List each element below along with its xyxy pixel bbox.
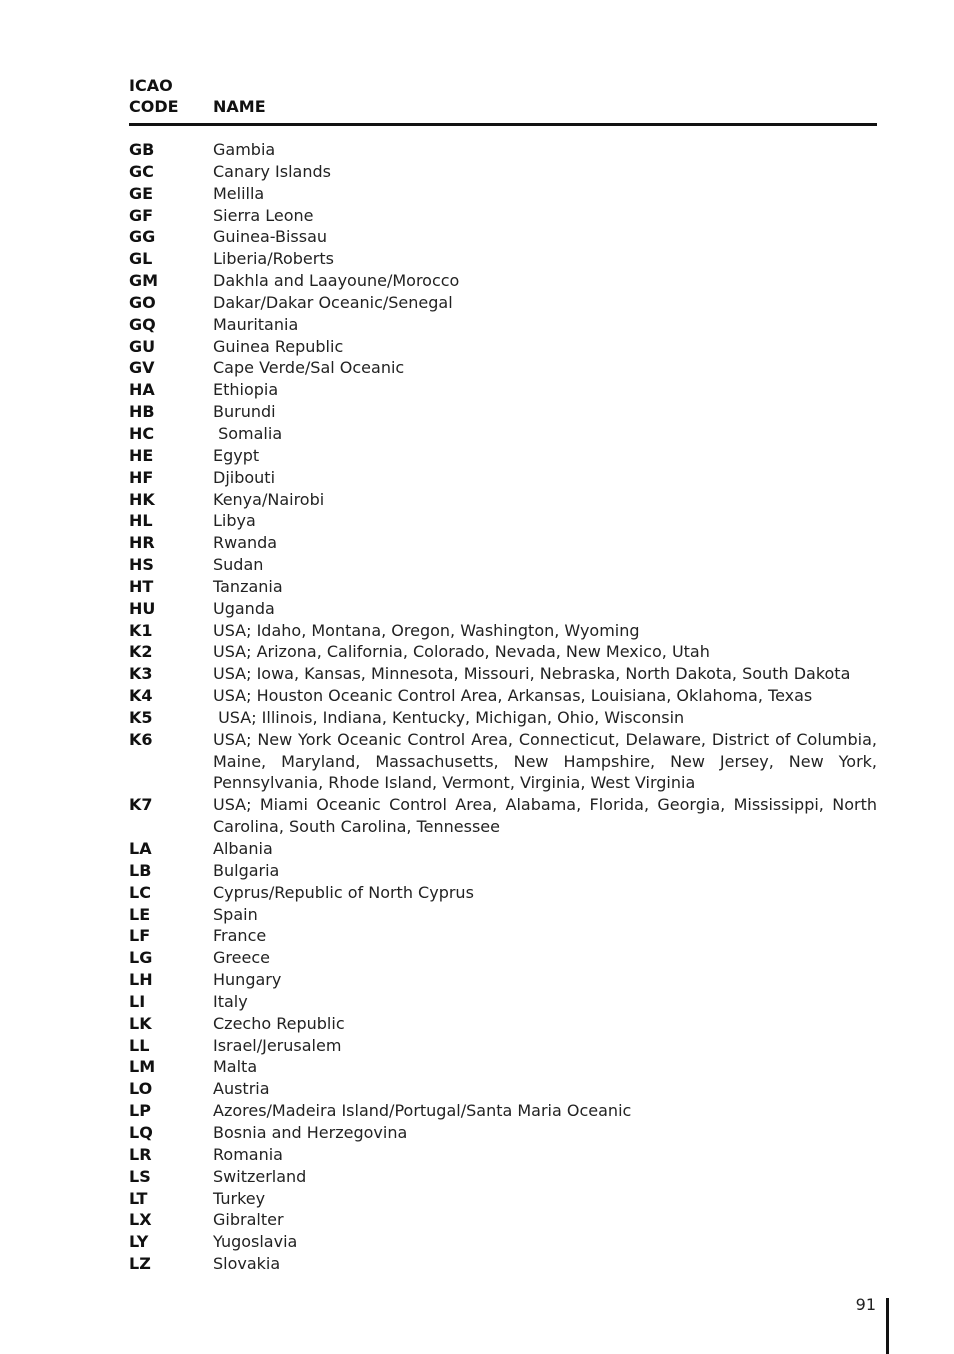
table-row: [129, 620, 877, 642]
icao-code: HK: [129, 489, 155, 509]
icao-code: HF: [129, 467, 154, 487]
region-name: Turkey: [213, 1188, 266, 1208]
icao-code: GO: [129, 292, 156, 312]
table-row: [129, 729, 883, 795]
icao-code: LX: [129, 1210, 152, 1230]
region-name: Azores/Madeira Island/Portugal/Santa Maria Oceanic: [213, 1101, 632, 1121]
region-name: Bosnia and Herzegovina: [213, 1122, 408, 1142]
icao-code: LO: [129, 1079, 153, 1099]
page-edge-bar: [886, 1298, 889, 1354]
icao-code: LL: [129, 1035, 150, 1055]
table-row: [129, 489, 877, 511]
icao-code: LT: [129, 1188, 148, 1208]
region-name: Guinea-Bissau: [213, 227, 328, 247]
region-name: USA; Arizona, California, Colorado, Nevada, New Mexico, Utah: [213, 642, 710, 662]
icao-code: HE: [129, 445, 154, 465]
table-row: [129, 1231, 877, 1253]
icao-code: LI: [129, 991, 146, 1011]
region-name: USA; Illinois, Indiana, Kentucky, Michigan, Ohio, Wisconsin: [213, 707, 685, 727]
table-row: [129, 336, 877, 358]
table-header: [129, 75, 877, 126]
table-row: [129, 641, 877, 663]
table-row: [129, 205, 877, 227]
region-name: Gibralter: [213, 1210, 284, 1230]
table-row: [129, 314, 877, 336]
region-name: Canary Islands: [213, 161, 331, 181]
table-row: [129, 925, 877, 947]
table-row: [129, 248, 877, 270]
table-row: [129, 991, 877, 1013]
region-name: Sudan: [213, 555, 264, 575]
icao-code: LH: [129, 970, 153, 990]
region-name: Greece: [213, 948, 270, 968]
table-row: [129, 292, 877, 314]
table-row: [129, 1056, 877, 1078]
icao-code: LF: [129, 926, 151, 946]
icao-code: GU: [129, 336, 156, 356]
region-name: USA; Houston Oceanic Control Area, Arkansas, Louisiana, Oklahoma, Texas: [213, 686, 813, 706]
icao-code: HC: [129, 423, 155, 443]
table-row: [129, 598, 877, 620]
table-row: [129, 1078, 877, 1100]
region-name: Egypt: [213, 445, 260, 465]
region-name: Czecho Republic: [213, 1013, 345, 1033]
icao-code: GM: [129, 271, 159, 291]
icao-code: GQ: [129, 314, 156, 334]
icao-code: HU: [129, 598, 156, 618]
table-row: [129, 685, 877, 707]
icao-code: HA: [129, 380, 155, 400]
table-row: [129, 554, 877, 576]
region-name: Yugoslavia: [213, 1232, 298, 1252]
region-name: Dakar/Dakar Oceanic/Senegal: [213, 292, 453, 312]
table-row: [129, 904, 877, 926]
icao-code: LS: [129, 1166, 151, 1186]
icao-code-table: [129, 139, 883, 1275]
icao-code: LM: [129, 1057, 156, 1077]
icao-code: GB: [129, 140, 155, 159]
icao-code: HR: [129, 533, 155, 553]
region-name: USA; Miami Oceanic Control Area, Alabama, Florida, Georgia, Mississippi, North Carolina, South Carolina, Tennessee: [213, 795, 883, 837]
region-name: Liberia/Roberts: [213, 249, 334, 269]
icao-code: GF: [129, 205, 154, 225]
table-row: [129, 183, 877, 205]
icao-code: K3: [129, 664, 153, 684]
icao-code: LR: [129, 1144, 152, 1164]
icao-code: LC: [129, 882, 151, 902]
table-row: [129, 663, 877, 685]
region-name: Hungary: [213, 970, 282, 990]
region-name: Tanzania: [213, 576, 283, 596]
region-name: Burundi: [213, 402, 276, 422]
region-name: USA; Idaho, Montana, Oregon, Washington, Wyoming: [213, 620, 640, 640]
table-row: [129, 969, 877, 991]
icao-code: K4: [129, 686, 153, 706]
region-name: Israel/Jerusalem: [213, 1035, 342, 1055]
region-name: Mauritania: [213, 314, 299, 334]
table-row: [129, 947, 877, 969]
icao-code: GE: [129, 183, 154, 203]
header-code-line2: CODE: [129, 97, 179, 116]
icao-code: GC: [129, 161, 154, 181]
icao-code: K6: [129, 729, 153, 749]
region-name: Malta: [213, 1057, 258, 1077]
region-name: France: [213, 926, 267, 946]
region-name: Cyprus/Republic of North Cyprus: [213, 882, 474, 902]
region-name: Sierra Leone: [213, 205, 314, 225]
page-number: 91: [855, 1295, 876, 1314]
header-code-line1: ICAO: [129, 76, 173, 95]
table-row: [129, 270, 877, 292]
region-name: Cape Verde/Sal Oceanic: [213, 358, 405, 378]
icao-code: LB: [129, 860, 152, 880]
table-row: [129, 445, 877, 467]
table-row: [129, 467, 877, 489]
table-row: [129, 139, 877, 161]
region-name: Austria: [213, 1079, 270, 1099]
table-row: [129, 882, 877, 904]
table-row: [129, 1100, 877, 1122]
icao-code: LY: [129, 1232, 149, 1252]
region-name: Spain: [213, 904, 258, 924]
table-row: [129, 510, 877, 532]
table-row: [129, 423, 877, 445]
table-row: [129, 576, 877, 598]
icao-code: K1: [129, 620, 153, 640]
region-name: Somalia: [213, 423, 283, 443]
table-row: [129, 1188, 877, 1210]
icao-code: HT: [129, 576, 154, 596]
table-row: [129, 1253, 877, 1275]
icao-code: K7: [129, 795, 153, 815]
table-row: [129, 1144, 877, 1166]
table-row: [129, 532, 877, 554]
icao-code: K5: [129, 707, 153, 727]
table-row: [129, 1209, 877, 1231]
icao-code: GL: [129, 249, 153, 269]
region-name: Libya: [213, 511, 256, 531]
table-row: [129, 860, 877, 882]
table-row: [129, 161, 877, 183]
table-row: [129, 838, 877, 860]
region-name: Djibouti: [213, 467, 276, 487]
icao-code: GV: [129, 358, 155, 378]
table-row: [129, 357, 877, 379]
region-name: Gambia: [213, 140, 276, 159]
region-name: Switzerland: [213, 1166, 307, 1186]
icao-code: LP: [129, 1101, 151, 1121]
table-row: [129, 1013, 877, 1035]
icao-code: LK: [129, 1013, 152, 1033]
icao-code: LA: [129, 839, 152, 858]
region-name: Guinea Republic: [213, 336, 344, 356]
icao-code: GG: [129, 227, 156, 247]
table-row: [129, 379, 877, 401]
region-name: Uganda: [213, 598, 275, 618]
table-row: [129, 1122, 877, 1144]
header-name: NAME: [213, 97, 266, 116]
table-row: [129, 1166, 877, 1188]
region-name: Romania: [213, 1144, 283, 1164]
icao-code: HB: [129, 402, 155, 422]
table-row: [129, 707, 877, 729]
region-name: Albania: [213, 839, 273, 858]
icao-code: LZ: [129, 1254, 151, 1274]
table-row: [129, 401, 877, 423]
header-icao-code: [129, 75, 209, 117]
icao-code: LE: [129, 904, 151, 924]
region-name: Italy: [213, 991, 248, 1011]
table-row: [129, 794, 883, 838]
region-name: USA; Iowa, Kansas, Minnesota, Missouri, Nebraska, North Dakota, South Dakota: [213, 664, 851, 684]
icao-code: LG: [129, 948, 153, 968]
region-name: Dakhla and Laayoune/Morocco: [213, 271, 460, 291]
icao-code: LQ: [129, 1122, 153, 1142]
region-name: Slovakia: [213, 1254, 281, 1274]
icao-code: K2: [129, 642, 153, 662]
region-name: Rwanda: [213, 533, 278, 553]
region-name: USA; New York Oceanic Control Area, Connecticut, Delaware, District of Columbia, Maine, Maryland, Massachusetts, New Hampshire, New Jersey, New York, Pennsylvania, Rhode Island, Vermont, Virginia, West Virginia: [213, 729, 883, 793]
region-name: Melilla: [213, 183, 265, 203]
icao-code: HL: [129, 511, 153, 531]
icao-code: HS: [129, 555, 154, 575]
region-name: Bulgaria: [213, 860, 280, 880]
table-row: [129, 226, 877, 248]
table-row: [129, 1035, 877, 1057]
region-name: Kenya/Nairobi: [213, 489, 325, 509]
region-name: Ethiopia: [213, 380, 279, 400]
